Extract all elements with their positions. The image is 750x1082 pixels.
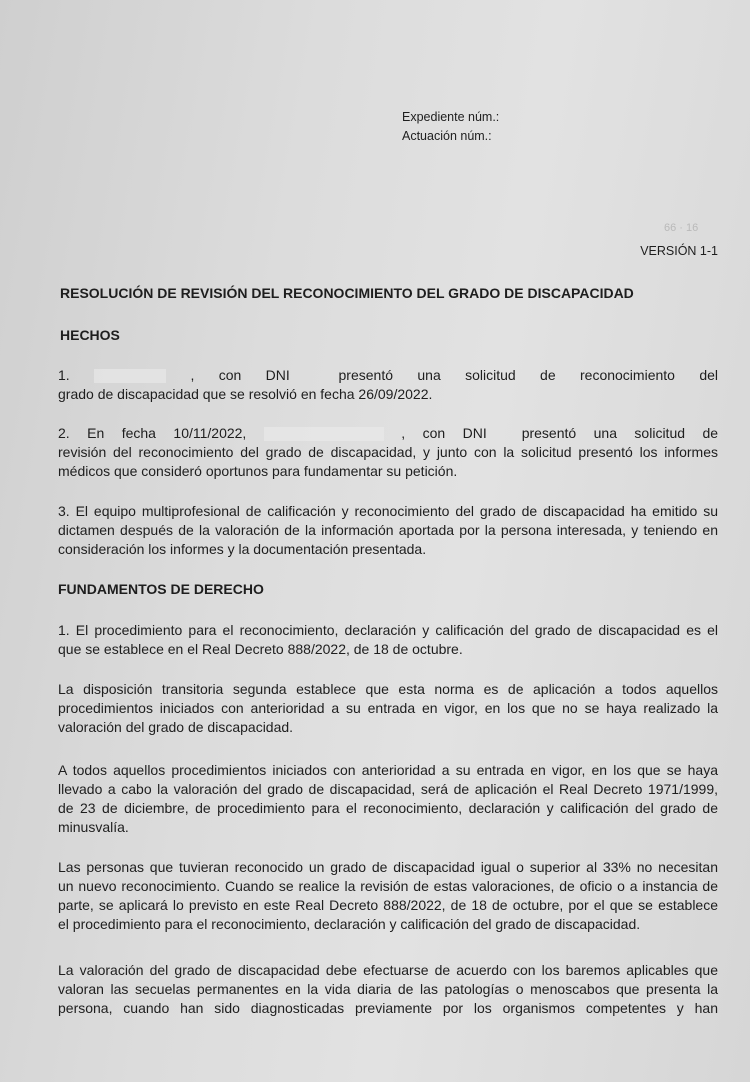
paragraph-line: persona, cuando han sido diagnosticadas previamente por los organismos competentes y han: [58, 1000, 718, 1016]
line-segment: 1.: [58, 367, 70, 383]
paragraph-line: el procedimiento para el reconocimiento, declaración y calificación del grado de discapacidad.: [58, 916, 641, 932]
paragraph-line: La disposición transitoria segunda establece que esta norma es de aplicación a todos aquellos: [58, 681, 718, 697]
paragraph-line: Las personas que tuvieran reconocido un grado de discapacidad igual o superior al 33% no necesitan: [58, 859, 718, 875]
redacted-field: [264, 427, 384, 441]
paragraph-line: consideración los informes y la documentación presentada.: [58, 541, 427, 557]
paragraph-line: La valoración del grado de discapacidad debe efectuarse de acuerdo con los baremos aplicables que: [58, 962, 718, 978]
paragraph-line: minusvalía.: [58, 819, 129, 835]
paragraph-line: 1. El procedimiento para el reconocimiento, declaración y calificación del grado de discapacidad es el: [58, 622, 718, 638]
line-segment: , con DNI: [190, 367, 290, 383]
paragraph: [58, 502, 718, 559]
paragraph: [58, 366, 718, 404]
paragraph-line: [58, 424, 718, 443]
document-title: RESOLUCIÓN DE REVISIÓN DEL RECONOCIMIENTO DEL GRADO DE DISCAPACIDAD: [60, 285, 634, 301]
expediente-label: Expediente núm.:: [402, 110, 500, 124]
paragraph-line: grado de discapacidad que se resolvió en fecha 26/09/2022.: [58, 386, 433, 402]
paragraph-line: parte, se aplicará lo previsto en este Real Decreto 888/2022, de 18 de octubre, por el que se establece: [58, 897, 718, 913]
line-segment: , con DNI: [401, 425, 487, 441]
paragraph-line: dictamen después de la valoración de la información aportada por la persona interesada, y teniendo en: [58, 522, 718, 538]
paragraph: [58, 761, 718, 837]
paragraph-line: médicos que consideró oportunos para fundamentar su petición.: [58, 463, 458, 479]
actuacion-label: Actuación núm.:: [402, 129, 492, 143]
paragraph-line: A todos aquellos procedimientos iniciados con anterioridad a su entrada en vigor, en los que se haya: [58, 762, 718, 778]
paragraph: [58, 424, 718, 481]
redacted-field: [94, 369, 166, 383]
paragraph: [58, 961, 718, 1018]
section-fundamentos: FUNDAMENTOS DE DERECHO: [58, 581, 264, 597]
paragraph-line: que se establece en el Real Decreto 888/2022, de 18 de octubre.: [58, 641, 463, 657]
paragraph-line: valoración del grado de discapacidad.: [58, 719, 294, 735]
line-segment: presentó una solicitud de reconocimiento del: [338, 367, 718, 383]
faint-code: 66 · 16: [664, 222, 699, 234]
paragraph-line: [58, 366, 718, 385]
paragraph-line: revisión del reconocimiento del grado de discapacidad, y junto con la solicitud presentó los informes: [58, 444, 718, 460]
paragraph-line: llevado a cabo la valoración del grado de discapacidad, será de aplicación el Real Decreto 1971/1999,: [58, 781, 718, 797]
paragraph-line: un nuevo reconocimiento. Cuando se realice la revisión de estas valoraciones, de oficio o a instancia de: [58, 878, 718, 894]
section-hechos: HECHOS: [60, 327, 120, 343]
paragraph: [58, 621, 718, 659]
paragraph-line: valoran las secuelas permanentes en la vida diaria de las patologías o menoscabos que presenta la: [58, 981, 718, 997]
line-segment: 2. En fecha 10/11/2022,: [58, 425, 247, 441]
paragraph-line: 3. El equipo multiprofesional de calificación y reconocimiento del grado de discapacidad ha emitido su: [58, 503, 718, 519]
paragraph-line: procedimientos iniciados con anterioridad a su entrada en vigor, en los que no se haya realizado la: [58, 700, 718, 716]
paragraph-line: de 23 de diciembre, de procedimiento para el reconocimiento, declaración y calificación del grado de: [58, 800, 718, 816]
line-segment: presentó una solicitud de: [521, 425, 719, 441]
paragraph: [58, 858, 718, 934]
paragraph: [58, 680, 718, 737]
version-label: VERSIÓN 1-1: [640, 244, 718, 258]
